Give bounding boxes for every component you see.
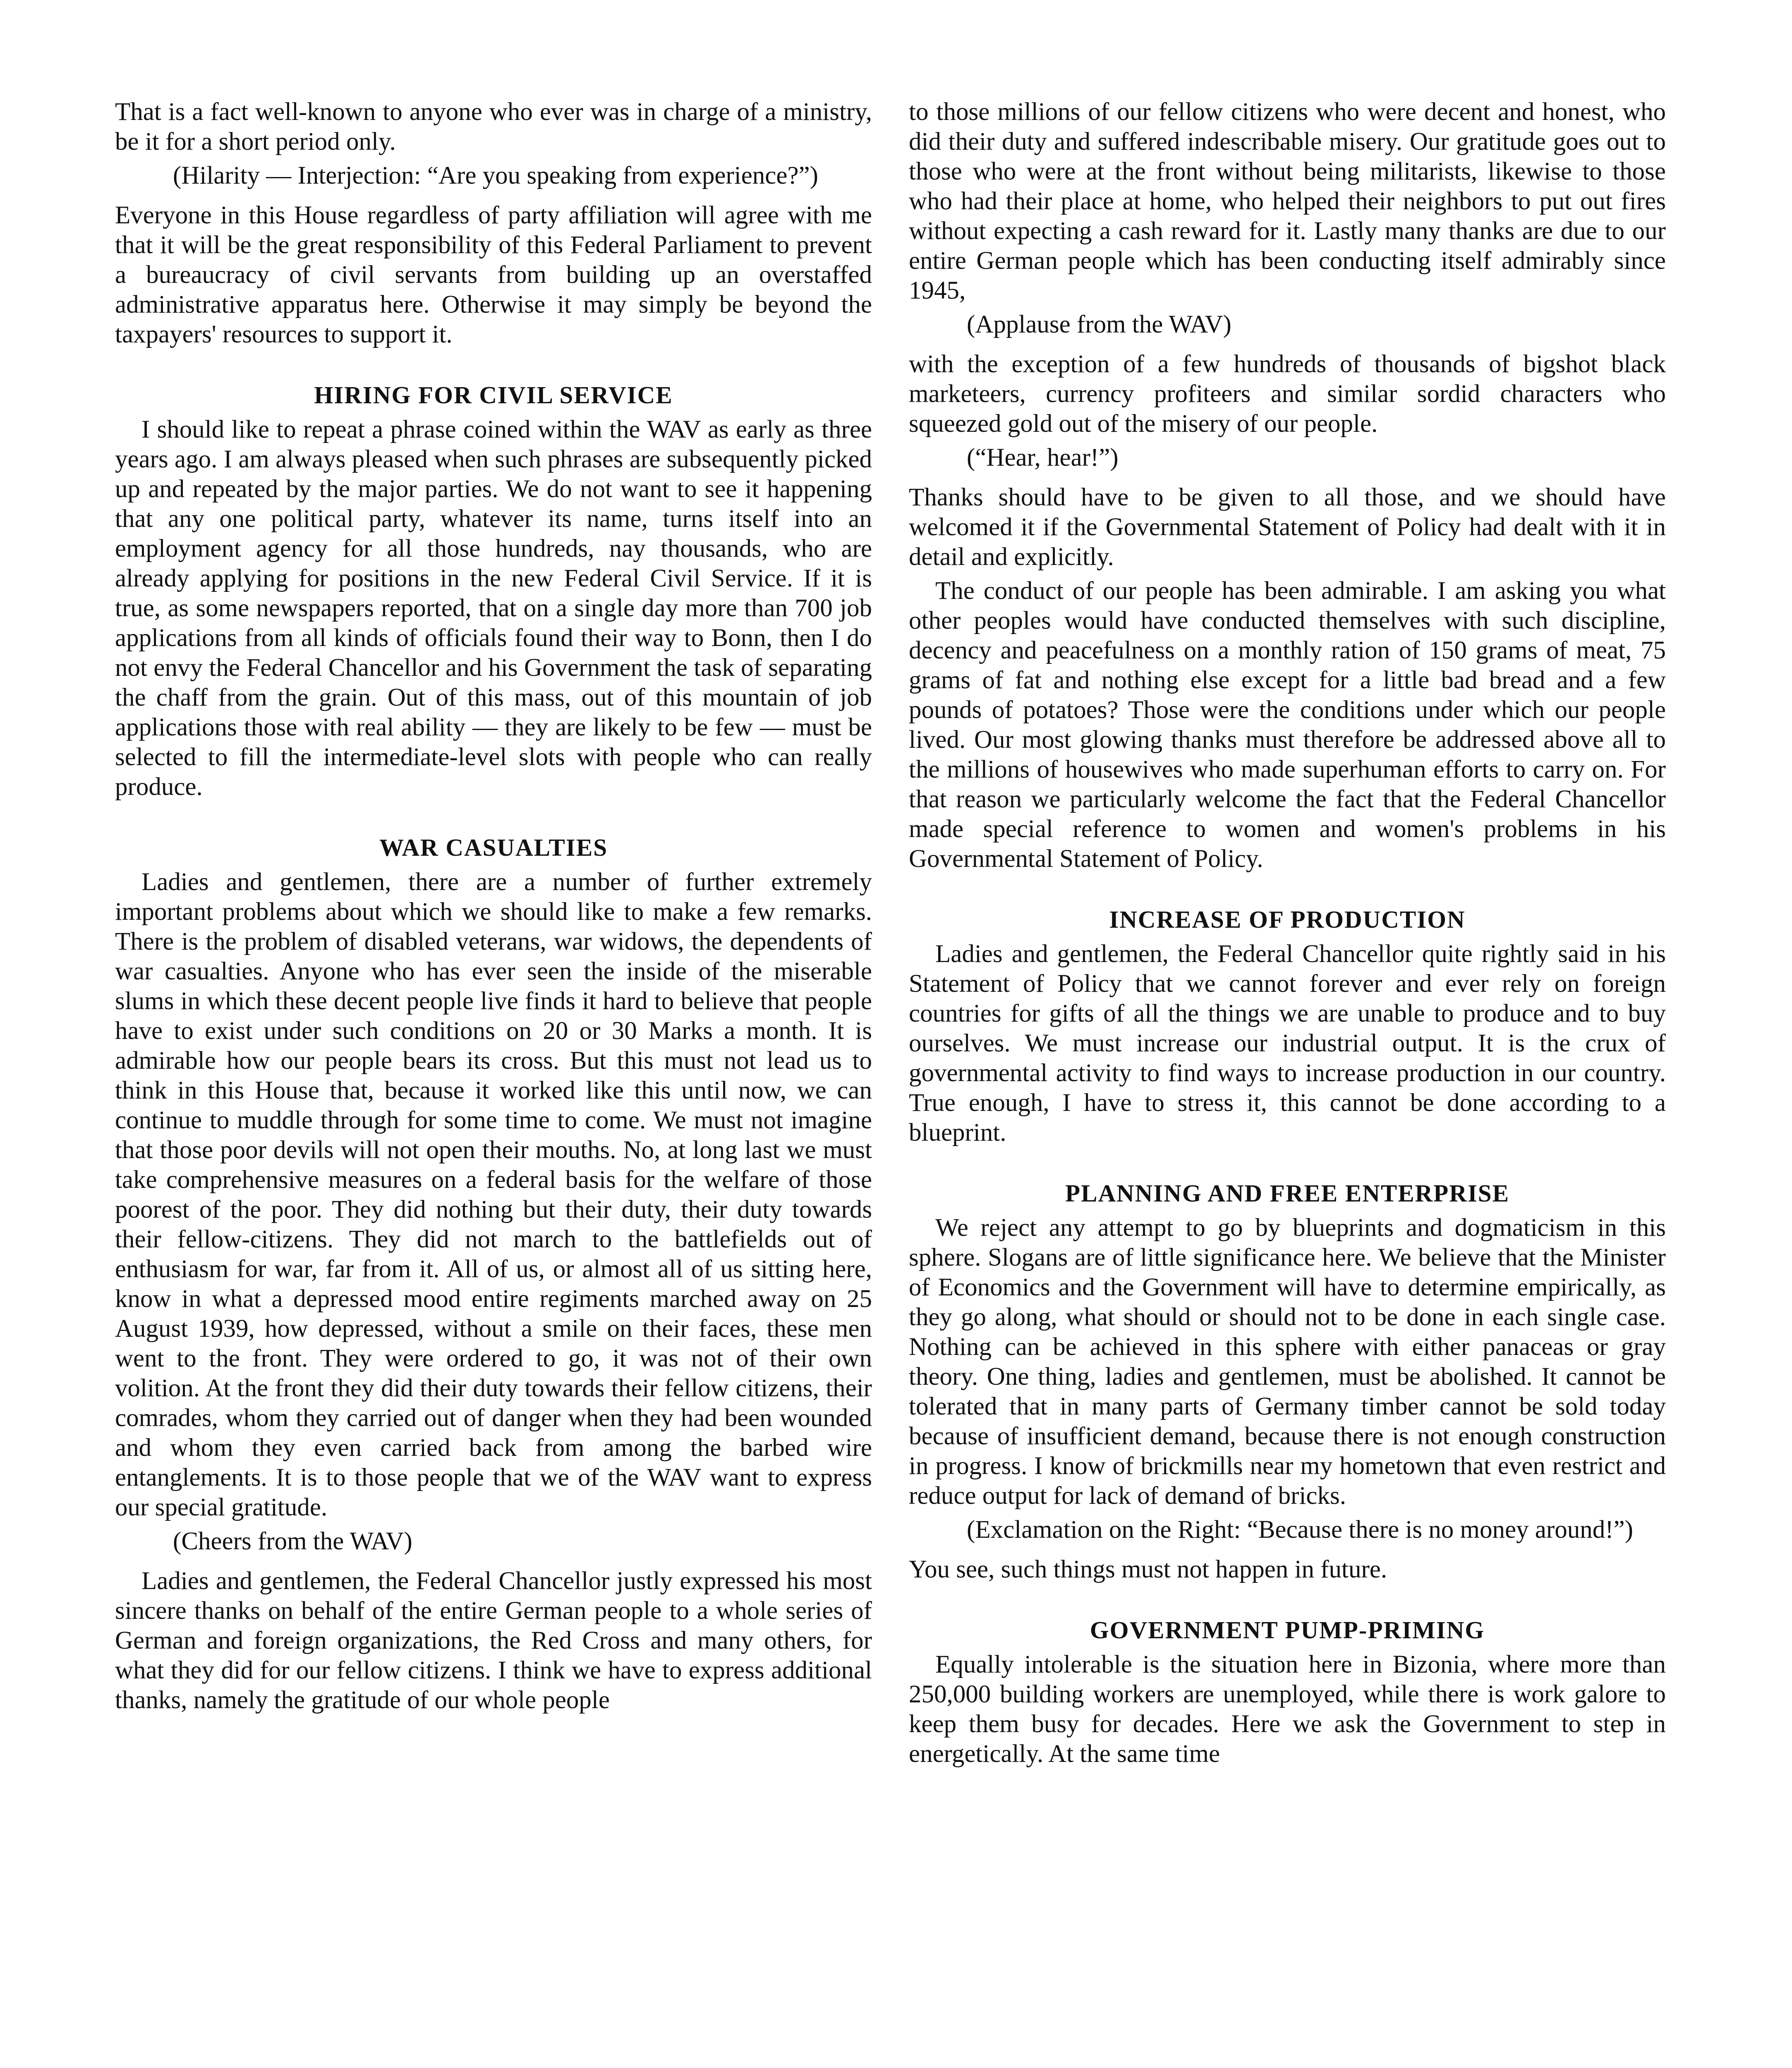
- paragraph: I should like to repeat a phrase coined within the WAV as early as three years ago. I am always pleased when such phrases are subsequently picked up and repeated by the major parties. We do not want to see it happening that any one political party, whatever its name, turns itself into an employment agency for all those hundreds, nay thousands, who are already applying for positions in the new Federal Civil Service. If it is true, as some newspapers reported, that on a single day more than 700 job applications from all kinds of officials found their way to Bonn, then I do not envy the Federal Chancellor and his Government the task of separating the chaff from the grain. Out of this mass, out of this mountain of job applications those with real ability — they are likely to be few — must be selected to fill the intermediate-level slots with people who can really produce.: [115, 416, 872, 801]
- paragraph: That is a fact well-known to anyone who ever was in charge of a ministry, be it for a short period only.: [115, 98, 872, 156]
- paragraph: Ladies and gentlemen, the Federal Chancellor quite rightly said in his Statement of Policy that we cannot forever and ever rely on foreign countries for gifts of all the things we are unable to produce and to buy ourselves. We must increase our industrial output. It is the crux of governmental activity to find ways to increase production in our country. True enough, I have to stress it, this cannot be done according to a blueprint.: [909, 940, 1666, 1146]
- interjection: (Exclamation on the Right: “Because there is no money around!”): [967, 1516, 1633, 1544]
- paragraph: The conduct of our people has been admirable. I am asking you what other peoples would have conducted themselves with such discipline, decency and peacefulness on a monthly ration of 150 grams of meat, 75 grams of fat and nothing else except for a little bad bread and a few pounds of potatoes? Those were the conditions under which our people lived. Our most glowing thanks must therefore be addressed above all to the millions of housewives who made superhuman efforts to carry on. For that reason we particularly welcome the fact that the Federal Chancellor made special reference to women and women's problems in his Governmental Statement of Policy.: [909, 577, 1666, 873]
- paragraph: Equally intolerable is the situation here in Bizonia, where more than 250,000 building workers are unemployed, while there is work galore to keep them busy for decades. Here we ask the Government to step in energetically. At the same time: [909, 1651, 1666, 1768]
- interjection: (“Hear, hear!”): [967, 444, 1119, 472]
- section-heading-pump-priming: GOVERNMENT PUMP-PRIMING: [1090, 1616, 1485, 1644]
- interjection: (Applause from the WAV): [967, 311, 1231, 338]
- paragraph: Thanks should have to be given to all those, and we should have welcomed it if the Governmental Statement of Policy had dealt with it in detail and explicitly.: [909, 483, 1666, 571]
- left-column: [115, 97, 872, 1719]
- paragraph: to those millions of our fellow citizens who were decent and honest, who did their duty and suffered indescribable misery. Our gratitude goes out to those who were at the front without being militarists, likewise to those who had their place at home, who helped their neighbors to put out fires without expecting a cash reward for it. Lastly many thanks are due to our entire German people which has been conducting itself admirably since 1945,: [909, 98, 1666, 304]
- right-column: [909, 97, 1666, 1773]
- interjection: (Cheers from the WAV): [173, 1527, 412, 1555]
- section-heading-planning: PLANNING AND FREE ENTERPRISE: [1065, 1180, 1509, 1207]
- section-heading-hiring: HIRING FOR CIVIL SERVICE: [314, 381, 673, 409]
- section-heading-war-casualties: WAR CASUALTIES: [379, 834, 608, 861]
- section-heading-production: INCREASE OF PRODUCTION: [1109, 906, 1466, 933]
- interjection: (Hilarity — Interjection: “Are you speaking from experience?”): [173, 162, 818, 189]
- paragraph: with the exception of a few hundreds of thousands of bigshot black marketeers, currency profiteers and similar sordid characters who squeezed gold out of the misery of our people.: [909, 350, 1666, 438]
- paragraph: Ladies and gentlemen, there are a number of further extremely important problems about which we should like to make a few remarks. There is the problem of disabled veterans, war widows, the dependents of war casualties. Anyone who has ever seen the inside of the miserable slums in which these decent people live finds it hard to believe that people have to exist under such conditions on 20 or 30 Marks a month. It is admirable how our people bears its cross. But this must not lead us to think in this House that, because it worked like this until now, we can continue to muddle through for some time to come. We must not imagine that those poor devils will not open their mouths. No, at long last we must take comprehensive measures on a federal basis for the welfare of those poorest of the poor. They did nothing but their duty, their duty towards their fellow-citizens. They did not march to the battlefields out of enthusiasm for war, far from it. All of us, or almost all of us sitting here, know in what a depressed mood entire regiments marched away on 25 August 1939, how depressed, without a smile on their faces, these men went to the front. They were ordered to go, it was not of their own volition. At the front they did their duty towards their fellow citizens, their comrades, whom they carried out of danger when they had been wounded and whom they even carried back from among the barbed wire entanglements. It is to those people that we of the WAV want to express our special gratitude.: [115, 868, 872, 1521]
- paragraph: We reject any attempt to go by blueprints and dogmaticism in this sphere. Slogans are of little significance here. We believe that the Minister of Economics and the Government will have to determine empirically, as they go along, what should or should not to be done in each single case. Nothing can be achieved in this sphere with either panaceas or gray theory. One thing, ladies and gentlemen, must be abolished. It cannot be tolerated that in many parts of Germany timber cannot be sold today because of insufficient demand, because there is not enough construction in progress. I know of brickmills near my hometown that even restrict and reduce output for lack of demand of bricks.: [909, 1214, 1666, 1510]
- paragraph: Everyone in this House regardless of party affiliation will agree with me that it will be the great responsibility of this Federal Parliament to prevent a bureaucracy of civil servants from building up an overstaffed administrative apparatus here. Otherwise it may simply be beyond the taxpayers' resources to support it.: [115, 201, 872, 348]
- paragraph: Ladies and gentlemen, the Federal Chancellor justly expressed his most sincere thanks on behalf of the entire German people to a whole series of German and foreign organizations, the Red Cross and many others, for what they did for our fellow citizens. I think we have to express additional thanks, namely the gratitude of our whole people: [115, 1567, 872, 1714]
- paragraph: You see, such things must not happen in future.: [909, 1556, 1387, 1583]
